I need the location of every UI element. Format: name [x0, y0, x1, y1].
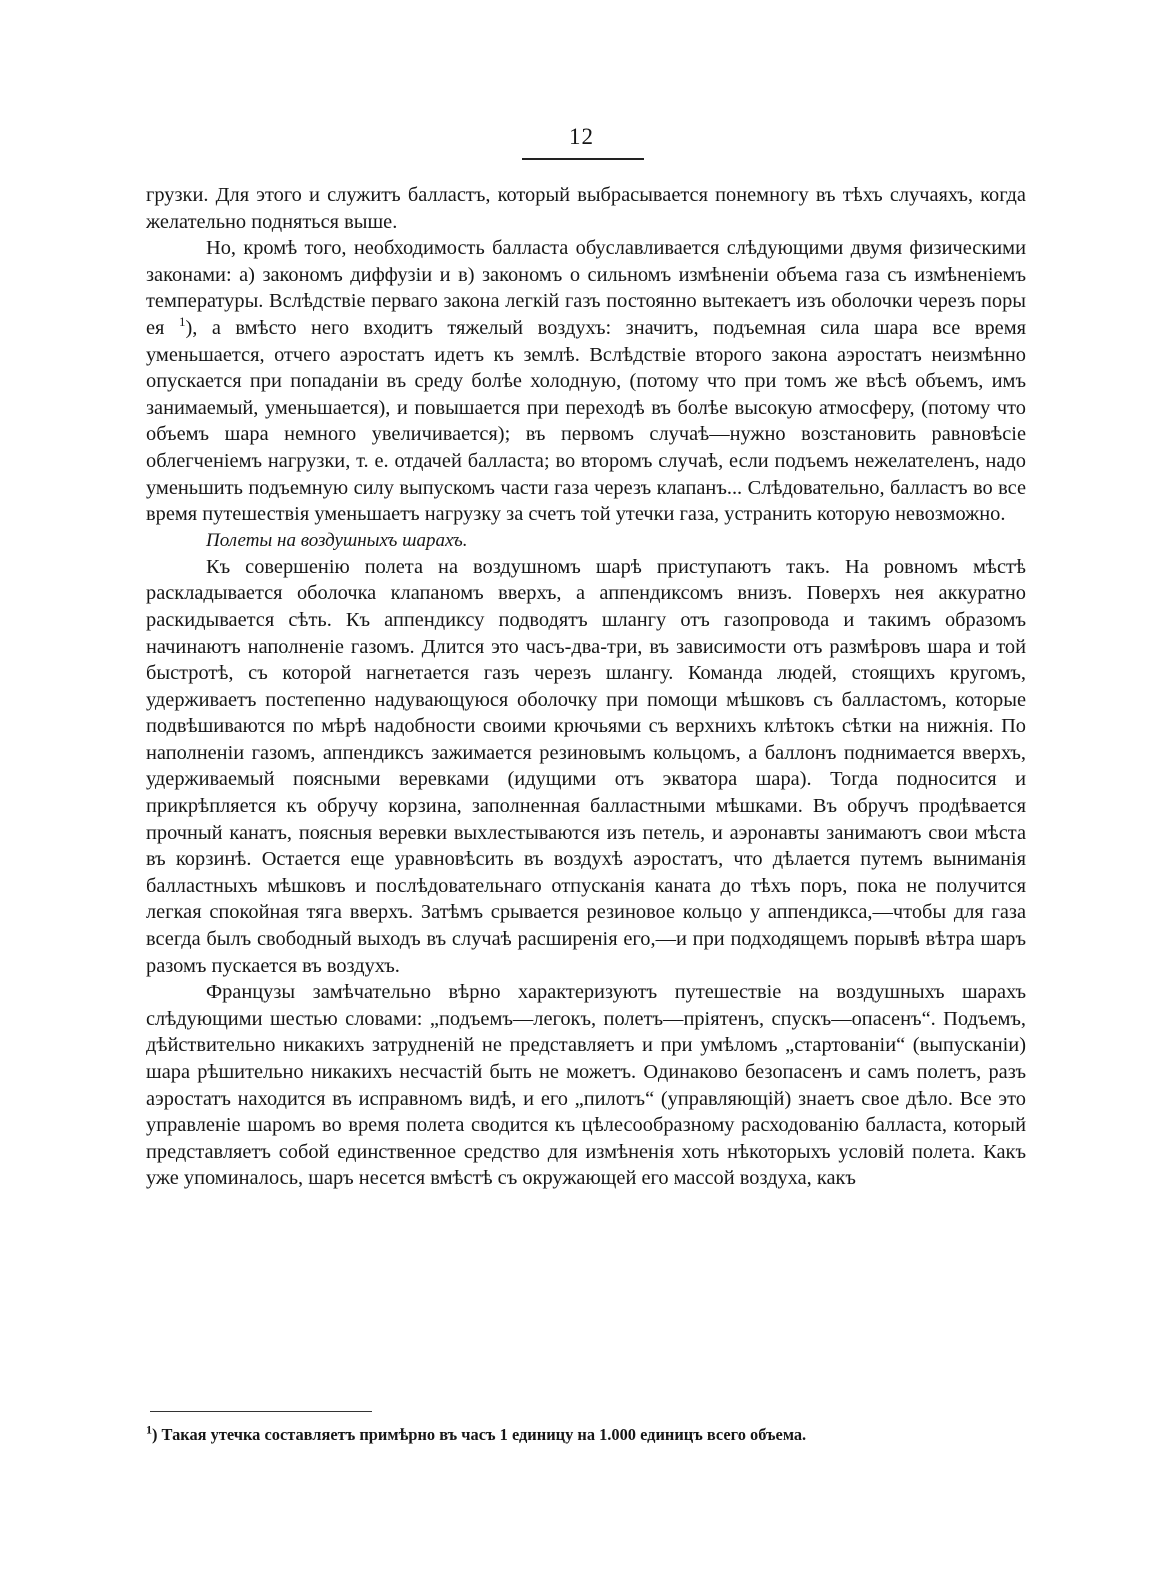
footnote-text: ) Такая утечка составляетъ примѣрно въ часъ 1 единицу на 1.000 единицъ всего объема. [152, 1425, 807, 1444]
footnote-mark: 1 [146, 1422, 152, 1437]
main-text [146, 182, 1026, 1192]
paragraph-2-text-after-ref: ), а вмѣсто него входитъ тяжелый воздухъ: значитъ, подъемная сила шара все время уменьшается, отчего аэростатъ идетъ къ землѣ. Вслѣдствіе второго закона аэростатъ неизмѣнно опускается при попаданіи въ среду болѣе холодную, (потому что при томъ же вѣсѣ объемъ, имъ занимаемый, уменьшается), и повышается при переходѣ въ болѣе высокую атмосферу, (потому что объемъ шара немного увеличивается); въ первомъ случаѣ—нужно возстановить равновѣсіе облегченіемъ нагрузки, т. е. отдачей балласта; во второмъ случаѣ, если подъемъ нежелателенъ, надо уменьшить подъемную силу выпускомъ части газа черезъ клапанъ... Слѣдовательно, балластъ во все время путешествія уменьшаетъ нагрузку за счетъ той утечки газа, устранить которую невозможно. [146, 316, 1026, 526]
footnote-reference[interactable]: 1 [178, 314, 186, 330]
paragraph-3: Къ совершенію полета на воздушномъ шарѣ приступаютъ такъ. На ровномъ мѣстѣ раскладывается оболочка клапаномъ вверхъ, а аппендиксомъ внизъ. Поверхъ нея аккуратно раскидывается сѣть. Къ аппендиксу подводятъ шлангу отъ газопровода и такимъ образомъ начинаютъ наполненіе газомъ. Длится это часъ-два-три, въ зависимости отъ размѣровъ шара и той быстротѣ, съ которой нагнетается газъ черезъ шлангу. Команда людей, стоящихъ кругомъ, удерживаетъ постепенно надувающуюся оболочку при помощи мѣшковъ съ балластомъ, которые подвѣшиваются по мѣрѣ надобности своими крючьями съ верхнихъ клѣтокъ сѣтки на нижнія. По наполненіи газомъ, аппендиксъ зажимается резиновымъ кольцомъ, а баллонъ поднимается вверхъ, удерживаемый поясными веревками (идущими отъ экватора шара). Тогда подносится и прикрѣпляется къ обручу корзина, заполненная балластными мѣшками. Въ обручъ продѣвается прочный канатъ, поясныя веревки выхлестываются изъ петель, и аэронавты занимаютъ свои мѣста въ корзинѣ. Остается еще уравновѣсить въ воздухѣ аэростатъ, что дѣлается путемъ выниманія балластныхъ мѣшковъ и послѣдовательнаго отпусканія каната до тѣхъ поръ, пока не получится легкая спокойная тяга вверхъ. Затѣмъ срывается резиновое кольцо у аппендикса,—чтобы для газа всегда былъ свободный выходъ въ случаѣ расширенія его,—и при подходящемъ порывѣ вѣтра шаръ разомъ пускается въ воздухъ. [146, 555, 1026, 977]
paragraph-1: грузки. Для этого и служитъ балластъ, который выбрасывается понемногу въ тѣхъ случаяхъ, когда желательно подняться выше. [146, 184, 1026, 233]
section-heading: Полеты на воздушныхъ шарахъ. [206, 529, 468, 551]
footnote-rule [150, 1411, 372, 1412]
paragraph-2 [146, 235, 1026, 528]
paragraph-4: Французы замѣчательно вѣрно характеризуютъ путешествіе на воздушныхъ шарахъ слѣдующими шестью словами: „подъемъ—легокъ, полетъ—пріятенъ, спускъ—опасенъ“. Подъемъ, дѣйствительно никакихъ затрудненій не представляетъ и при умѣломъ „стартованіи“ (выпусканіи) шара рѣшительно никакихъ несчастій быть не можетъ. Одинаково безопасенъ и самъ полетъ, разъ аэростатъ находится въ исправномъ видѣ, и его „пилотъ“ (управляющій) знаетъ свое дѣло. Все это управленіе шаромъ во время полета сводится къ цѣлесообразному расходованію балласта, который представляетъ собой единственное средство для измѣненія хоть нѣкоторыхъ условій полета. Какъ уже упоминалось, шаръ несется вмѣстѣ съ окружающей его массой воздуха, какъ [146, 981, 1026, 1190]
footnote [146, 1424, 1026, 1445]
page-number-rule [522, 158, 644, 160]
page-number: 12 [569, 124, 594, 149]
paragraph-2-text-before-ref: Но, кромѣ того, необходимость балласта обуславливается слѣдующими двумя физическими законами: а) закономъ диффузіи и в) закономъ о сильномъ измѣненіи объема газа съ измѣненіемъ температуры. Вслѣдствіе перваго закона легкій газъ постоянно вытекаетъ изъ оболочки черезъ поры ея [146, 237, 1026, 339]
